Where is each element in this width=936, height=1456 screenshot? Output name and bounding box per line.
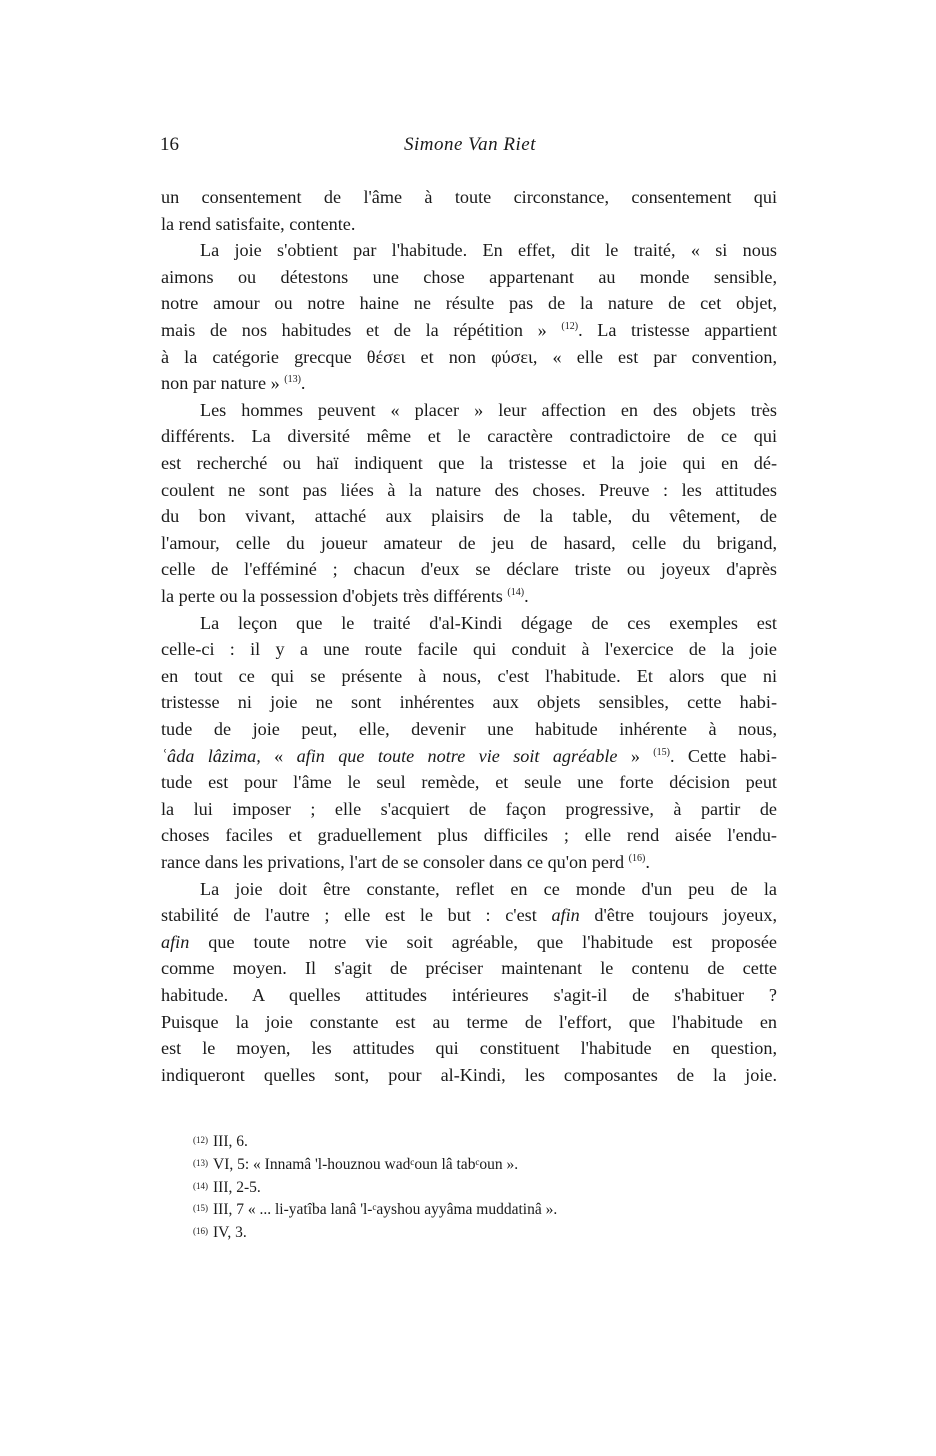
text-line: [161, 798, 777, 820]
text-segment: aimons ou détestons une chose appartenant au monde sensible,: [161, 266, 777, 287]
text-line: [161, 319, 777, 341]
text-segment: du bon vivant, attaché aux plaisirs de la table, du vêtement, de: [161, 506, 777, 527]
footnote-text: VI, 5: « Innamâ 'l-houznou wadᶜoun lâ tabᶜoun ».: [213, 1155, 519, 1173]
text-line: [161, 931, 777, 953]
footnote-number: (15): [193, 1203, 208, 1214]
text-line: [200, 239, 777, 261]
footnote-reference: (13): [284, 374, 301, 386]
footnote-text: IV, 3.: [213, 1224, 247, 1242]
footnote: [193, 1132, 248, 1152]
text-segment: d'être toujours joyeux,: [579, 905, 777, 926]
text-segment: tude de joie peut, elle, devenir une habitude inhérente à nous,: [161, 719, 777, 739]
text-segment: afin: [551, 905, 580, 926]
text-line: [161, 186, 777, 208]
text-segment: celle-ci : il y a une route facile qui conduit à l'exercice de la joie: [161, 639, 777, 660]
text-segment: non par nature »: [161, 373, 285, 394]
footnote-text: III, 7 « ... li-yatîba lanâ 'l-ᶜayshou ayyâma muddatinâ ».: [213, 1201, 558, 1219]
footnote-reference: (16): [628, 853, 646, 864]
footnote-reference: (14): [507, 587, 525, 598]
text-segment: différents. La diversité même et le caractère contradictoire de ce qui: [161, 426, 777, 447]
text-segment: La joie doit être constante, reflet en ce monde d'un peu de la: [200, 878, 777, 899]
footnote: [193, 1200, 557, 1220]
text-segment: «: [260, 745, 297, 766]
text-segment: en tout ce qui se présente à nous, c'est l'habitude. Et alors que ni: [161, 665, 777, 686]
text-segment: un consentement de l'âme à toute circonstance, consentement qui: [161, 187, 777, 207]
text-segment: .: [524, 586, 529, 606]
footnote-reference: (12): [561, 321, 579, 332]
text-segment: comme moyen. Il s'agit de préciser maintenant le contenu de cette: [161, 958, 777, 979]
text-segment: rance dans les privations, l'art de se consoler dans ce qu'on perd: [161, 852, 629, 872]
text-segment: Puisque la joie constante est au terme de l'effort, que l'habitude en: [161, 1011, 777, 1032]
text-segment: notre amour ou notre haine ne résulte pas de la nature de cet objet,: [161, 293, 777, 314]
text-segment: la perte ou la possession d'objets très différents: [161, 586, 508, 606]
footnote-number: (14): [193, 1180, 208, 1191]
text-segment: La joie s'obtient par l'habitude. En effet, dit le traité, « si nous: [200, 240, 777, 261]
text-line: [161, 745, 777, 767]
text-segment: habitude. A quelles attitudes intérieures s'agit-il de s'habituer ?: [161, 985, 777, 1005]
text-segment: à la catégorie grecque θέσει et non φύσει, « elle est par convention,: [161, 346, 777, 367]
text-segment: celle de l'efféminé ; chacun d'eux se déclare triste ou joyeux d'après: [161, 559, 777, 580]
footnote-text: III, 2-5.: [213, 1178, 261, 1196]
text-segment: la lui imposer ; elle s'acquiert de façon progressive, à partir de: [161, 798, 777, 819]
footnote-number: (12): [193, 1135, 208, 1145]
text-segment: afin: [161, 931, 190, 952]
text-line: [161, 479, 777, 501]
text-segment: l'amour, celle du joueur amateur de jeu de hasard, celle du brigand,: [161, 532, 777, 553]
text-segment: la rend satisfaite, contente.: [161, 213, 356, 234]
text-segment: .: [645, 852, 650, 872]
footnote: [193, 1155, 518, 1175]
text-line: [161, 984, 777, 1006]
text-line: [161, 665, 777, 687]
text-line: [161, 851, 777, 873]
text-line: [161, 585, 777, 607]
text-segment: . La tristesse appartient: [578, 320, 777, 340]
text-segment: tude est pour l'âme le seul remède, et seule une forte décision peut: [161, 772, 777, 793]
text-line: [161, 1064, 777, 1086]
text-line: [161, 266, 777, 288]
text-line: [161, 1011, 777, 1033]
text-segment: tristesse ni joie ne sont inhérentes aux objets sensibles, cette habi-: [161, 692, 777, 713]
text-line: [161, 691, 777, 713]
text-line: [161, 904, 777, 926]
text-line: [161, 1037, 777, 1059]
text-line: [161, 346, 777, 368]
footnote-number: (16): [193, 1226, 208, 1237]
text-line: [161, 505, 777, 527]
text-line: [161, 718, 777, 740]
text-segment: . Cette habi-: [669, 745, 777, 766]
text-segment: coulent ne sont pas liées à la nature des choses. Preuve : les attitudes: [161, 479, 777, 500]
text-line: [161, 957, 777, 979]
text-segment: indiqueront quelles sont, pour al-Kindi, les composantes de la joie.: [161, 1064, 777, 1085]
text-line: [161, 452, 777, 474]
text-segment: choses faciles et graduellement plus difficiles ; elle rend aisée l'endu-: [161, 825, 777, 846]
text-line: [161, 532, 777, 554]
footnote: [193, 1223, 247, 1243]
footnote-text: III, 6.: [213, 1133, 248, 1150]
text-line: [161, 213, 777, 235]
footnote: [193, 1178, 261, 1198]
text-segment: stabilité de l'autre ; elle est le but : c'est: [161, 905, 552, 926]
running-title: Simone Van Riet: [403, 134, 537, 155]
text-segment: .: [300, 373, 306, 394]
text-line: [200, 878, 777, 900]
text-line: [161, 638, 777, 660]
text-segment: afin que toute notre vie soit agréable: [296, 745, 618, 766]
footnote-number: (13): [193, 1157, 208, 1168]
page-number: 16: [160, 134, 179, 155]
text-segment: que toute notre vie soit agréable, que l'habitude est proposée: [189, 931, 777, 952]
text-line: [200, 399, 777, 421]
text-segment: est recherché ou haï indiquent que la tristesse et la joie qui en dé-: [161, 453, 777, 473]
text-line: [161, 372, 777, 394]
text-segment: »: [617, 745, 654, 766]
text-line: [161, 292, 777, 314]
text-line: [161, 771, 777, 793]
text-line: [200, 612, 777, 634]
footnote-reference: (15): [653, 746, 670, 758]
text-segment: ʿâda lâzima,: [161, 745, 261, 766]
text-line: [161, 824, 777, 846]
text-line: [161, 425, 777, 447]
text-segment: est le moyen, les attitudes qui constituent l'habitude en question,: [161, 1038, 777, 1059]
text-line: [161, 558, 777, 580]
text-segment: mais de nos habitudes et de la répétition »: [161, 320, 562, 340]
text-segment: Les hommes peuvent « placer » leur affection en des objets très: [200, 399, 777, 420]
text-segment: La leçon que le traité d'al-Kindi dégage de ces exemples est: [200, 612, 777, 633]
